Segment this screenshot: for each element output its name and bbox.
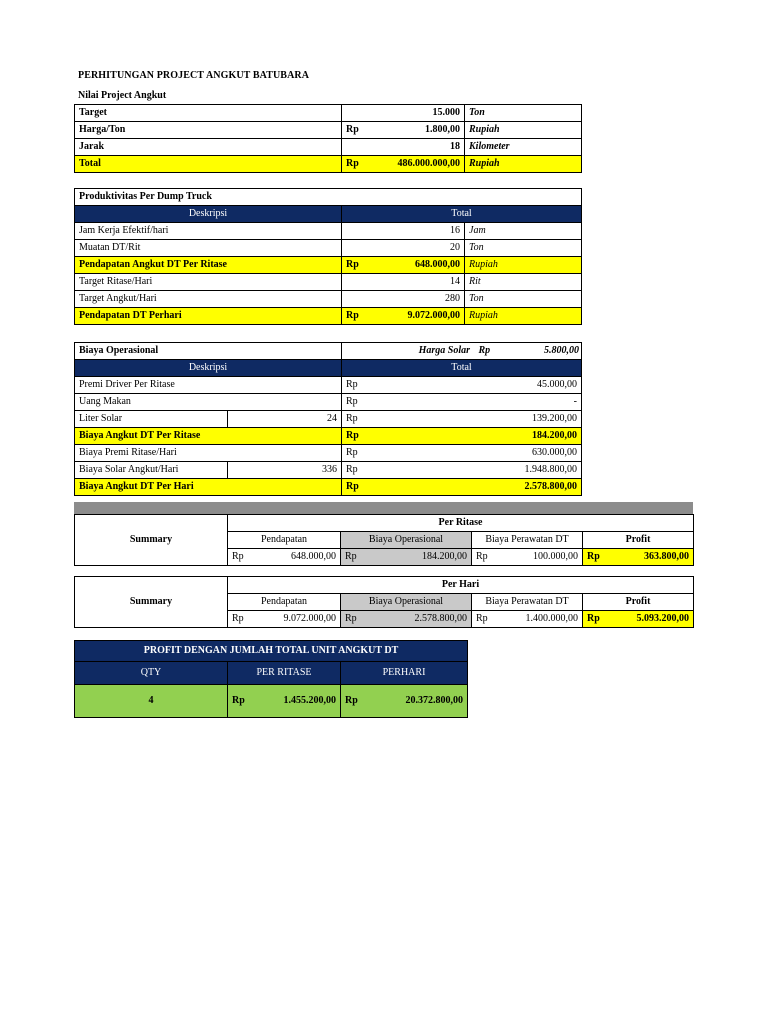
produktivitas-col-desc: Deskripsi <box>75 206 342 223</box>
biaya-label: Liter Solar <box>75 411 228 428</box>
profit-total-heading: PROFIT DENGAN JUMLAH TOTAL UNIT ANGKUT DT <box>75 641 468 662</box>
produktivitas-unit: Rupiah <box>465 257 582 274</box>
produktivitas-value: 16 <box>450 225 460 236</box>
produktivitas-label: Target Ritase/Hari <box>75 274 342 291</box>
summary_hari-col-0: Pendapatan <box>228 594 341 611</box>
biaya-rp: Rp <box>346 464 358 475</box>
summary-hari-label: Summary <box>75 577 228 628</box>
produktivitas-amount-cell <box>342 257 465 274</box>
biaya-label: Premi Driver Per Ritase <box>75 377 342 394</box>
profit-col-ritase: PER RITASE <box>228 662 341 685</box>
summary_hari-rp: Rp <box>345 613 357 624</box>
nilai-unit: Kilometer <box>465 139 582 156</box>
profit-total-table <box>74 640 468 718</box>
biaya-value: - <box>573 396 577 407</box>
nilai-row <box>75 122 582 139</box>
nilai-value: 18 <box>450 141 460 152</box>
produktivitas-amount-cell <box>342 308 465 325</box>
nilai-heading: Nilai Project Angkut <box>78 90 167 101</box>
profit-hari-cell <box>341 685 468 718</box>
nilai-amount-cell <box>342 156 465 173</box>
biaya-col-desc: Deskripsi <box>75 360 342 377</box>
nilai-amount-cell <box>342 105 465 122</box>
produktivitas-table <box>74 188 582 325</box>
profit-ritase-value: 1.455.200,00 <box>283 695 336 706</box>
summary-ritase-label: Summary <box>75 515 228 566</box>
produktivitas-row <box>75 223 582 240</box>
harga-solar-label: Harga Solar <box>418 345 470 356</box>
nilai-rp: Rp <box>346 124 359 135</box>
summary_hari-value-cell-1 <box>341 611 472 628</box>
summary_ritase-rp: Rp <box>587 551 600 562</box>
biaya-amount-cell <box>342 394 582 411</box>
produktivitas-amount-cell <box>342 274 465 291</box>
summary-hari-table <box>74 576 694 628</box>
biaya-rp: Rp <box>346 447 358 458</box>
summary_ritase-value-cell-0 <box>228 549 341 566</box>
produktivitas-label: Pendapatan Angkut DT Per Ritase <box>75 257 342 274</box>
produktivitas-amount-cell <box>342 223 465 240</box>
biaya-row <box>75 445 582 462</box>
produktivitas-amount-cell <box>342 291 465 308</box>
summary_hari-rp: Rp <box>232 613 244 624</box>
biaya-amount-cell <box>342 462 582 479</box>
biaya-rp: Rp <box>346 481 359 492</box>
profit-col-qty: QTY <box>75 662 228 685</box>
biaya-label: Biaya Premi Ritase/Hari <box>75 445 342 462</box>
summary_ritase-rp: Rp <box>345 551 357 562</box>
summary_ritase-col-2: Biaya Perawatan DT <box>472 532 583 549</box>
nilai-amount-cell <box>342 122 465 139</box>
summary_ritase-value: 363.800,00 <box>644 551 690 562</box>
nilai-value: 1.800,00 <box>425 124 460 135</box>
produktivitas-label: Jam Kerja Efektif/hari <box>75 223 342 240</box>
biaya-table <box>74 342 582 496</box>
produktivitas-unit: Ton <box>465 240 582 257</box>
biaya-amount-cell <box>342 377 582 394</box>
summary_ritase-rp: Rp <box>232 551 244 562</box>
summary-ritase-period: Per Ritase <box>228 515 694 532</box>
nilai-label: Jarak <box>75 139 342 156</box>
produktivitas-col-total: Total <box>342 206 582 223</box>
biaya-row <box>75 479 582 496</box>
biaya-row <box>75 394 582 411</box>
profit-hari-rp: Rp <box>345 695 358 706</box>
profit-col-hari: PERHARI <box>341 662 468 685</box>
summary_hari-value-cell-3 <box>583 611 694 628</box>
biaya-value: 1.948.800,00 <box>524 464 577 475</box>
produktivitas-value: 20 <box>450 242 460 253</box>
biaya-row <box>75 377 582 394</box>
summary_ritase-col-0: Pendapatan <box>228 532 341 549</box>
biaya-value: 2.578.800,00 <box>524 481 577 492</box>
biaya-amount-cell <box>342 479 582 496</box>
summary_ritase-value-cell-2 <box>472 549 583 566</box>
summary_hari-col-2: Biaya Perawatan DT <box>472 594 583 611</box>
biaya-label: Uang Makan <box>75 394 342 411</box>
biaya-rp: Rp <box>346 413 358 424</box>
summary_ritase-value: 648.000,00 <box>291 551 336 562</box>
summary_ritase-value-cell-3 <box>583 549 694 566</box>
summary_ritase-value: 100.000,00 <box>533 551 578 562</box>
produktivitas-row <box>75 308 582 325</box>
produktivitas-label: Target Angkut/Hari <box>75 291 342 308</box>
biaya-rp: Rp <box>346 379 358 390</box>
biaya-qty: 24 <box>228 411 342 428</box>
summary-ritase-table <box>74 514 694 566</box>
page-title: PERHITUNGAN PROJECT ANGKUT BATUBARA <box>78 70 310 81</box>
biaya-value: 45.000,00 <box>537 379 577 390</box>
produktivitas-row <box>75 291 582 308</box>
summary_hari-value: 9.072.000,00 <box>283 613 336 624</box>
profit-ritase-rp: Rp <box>232 695 245 706</box>
nilai-row <box>75 105 582 122</box>
biaya-row <box>75 411 582 428</box>
produktivitas-row <box>75 257 582 274</box>
biaya-col-total: Total <box>342 360 582 377</box>
produktivitas-value: 648.000,00 <box>415 259 460 270</box>
biaya-row <box>75 428 582 445</box>
biaya-qty: 336 <box>228 462 342 479</box>
biaya-label: Biaya Angkut DT Per Hari <box>75 479 342 496</box>
biaya-heading: Biaya Operasional <box>75 343 342 360</box>
biaya-value: 184.200,00 <box>532 430 577 441</box>
summary_hari-value: 2.578.800,00 <box>414 613 467 624</box>
profit-qty: 4 <box>75 685 228 718</box>
biaya-amount-cell <box>342 411 582 428</box>
produktivitas-unit: Jam <box>465 223 582 240</box>
produktivitas-value: 280 <box>445 293 460 304</box>
nilai-unit: Rupiah <box>465 122 582 139</box>
biaya-amount-cell <box>342 445 582 462</box>
summary_hari-value: 1.400.000,00 <box>525 613 578 624</box>
produktivitas-unit: Rupiah <box>465 308 582 325</box>
produktivitas-label: Pendapatan DT Perhari <box>75 308 342 325</box>
summary_hari-col-3: Profit <box>583 594 694 611</box>
nilai-value: 486.000.000,00 <box>397 158 460 169</box>
summary_hari-value: 5.093.200,00 <box>636 613 689 624</box>
biaya-row <box>75 462 582 479</box>
summary_hari-col-1: Biaya Operasional <box>341 594 472 611</box>
summary-hari-period: Per Hari <box>228 577 694 594</box>
harga-solar-value: 5.800,00 <box>544 345 579 356</box>
nilai-value: 15.000 <box>432 107 460 118</box>
summary_ritase-rp: Rp <box>476 551 488 562</box>
produktivitas-rp: Rp <box>346 259 359 270</box>
nilai-amount-cell <box>342 139 465 156</box>
nilai-row <box>75 156 582 173</box>
summary_hari-value-cell-0 <box>228 611 341 628</box>
produktivitas-amount-cell <box>342 240 465 257</box>
summary_ritase-value-cell-1 <box>341 549 472 566</box>
nilai-unit: Ton <box>465 105 582 122</box>
produktivitas-heading: Produktivitas Per Dump Truck <box>75 189 582 206</box>
biaya-value: 139.200,00 <box>532 413 577 424</box>
summary_ritase-value: 184.200,00 <box>422 551 467 562</box>
produktivitas-row <box>75 274 582 291</box>
nilai-label: Total <box>75 156 342 173</box>
biaya-rp: Rp <box>346 396 358 407</box>
biaya-label: Biaya Angkut DT Per Ritase <box>75 428 342 445</box>
nilai-table <box>74 104 582 173</box>
nilai-unit: Rupiah <box>465 156 582 173</box>
nilai-row <box>75 139 582 156</box>
summary_hari-rp: Rp <box>587 613 600 624</box>
summary_ritase-col-1: Biaya Operasional <box>341 532 472 549</box>
summary_ritase-col-3: Profit <box>583 532 694 549</box>
separator-bar <box>74 502 693 514</box>
profit-ritase-cell <box>228 685 341 718</box>
harga-solar-rp: Rp <box>478 345 491 356</box>
biaya-value: 630.000,00 <box>532 447 577 458</box>
summary_hari-value-cell-2 <box>472 611 583 628</box>
profit-hari-value: 20.372.800,00 <box>405 695 464 706</box>
biaya-amount-cell <box>342 428 582 445</box>
produktivitas-label: Muatan DT/Rit <box>75 240 342 257</box>
nilai-label: Harga/Ton <box>75 122 342 139</box>
produktivitas-unit: Ton <box>465 291 582 308</box>
produktivitas-row <box>75 240 582 257</box>
summary_hari-rp: Rp <box>476 613 488 624</box>
biaya-rp: Rp <box>346 430 359 441</box>
nilai-label: Target <box>75 105 342 122</box>
produktivitas-rp: Rp <box>346 310 359 321</box>
nilai-rp: Rp <box>346 158 359 169</box>
produktivitas-value: 14 <box>450 276 460 287</box>
produktivitas-unit: Rit <box>465 274 582 291</box>
harga-solar-cell <box>342 343 582 360</box>
biaya-label: Biaya Solar Angkut/Hari <box>75 462 228 479</box>
produktivitas-value: 9.072.000,00 <box>407 310 460 321</box>
